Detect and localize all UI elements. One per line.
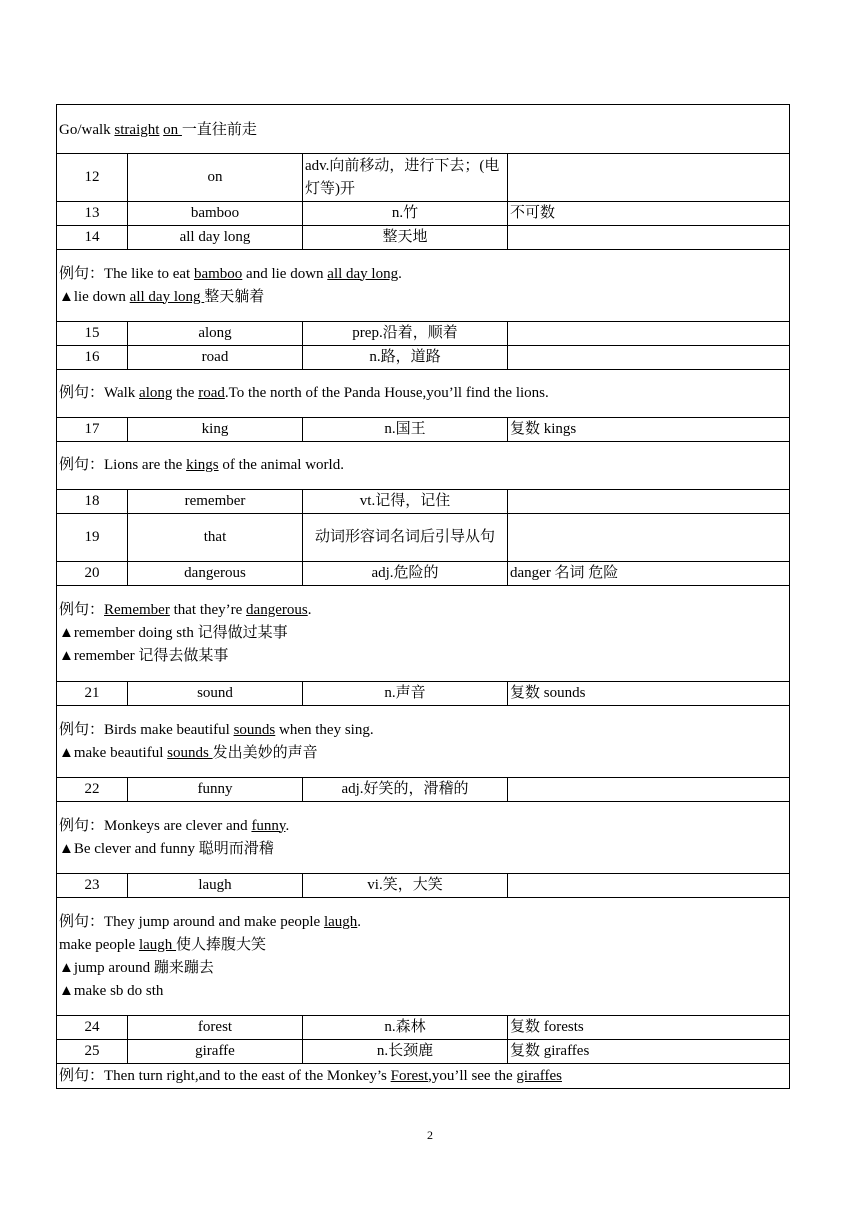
vocab-word-cell: all day long — [128, 226, 303, 250]
example-row — [57, 586, 790, 682]
vocab-row — [57, 322, 790, 346]
example-row — [57, 442, 790, 490]
text-segment: make people — [59, 936, 139, 953]
example-line — [59, 957, 787, 980]
example-line — [59, 911, 787, 934]
vocab-word-cell: road — [128, 346, 303, 370]
vocab-row — [57, 562, 790, 586]
vocab-number-cell: 21 — [57, 682, 128, 706]
example-line — [59, 742, 787, 765]
text-segment: 一直往前走 — [181, 121, 257, 138]
text-segment: ▲jump around 蹦来蹦去 — [59, 959, 214, 976]
vocab-note-cell: 复数 giraffes — [508, 1040, 790, 1064]
vocab-row — [57, 154, 790, 202]
example-line — [59, 599, 787, 622]
underlined-text: funny — [251, 817, 286, 834]
vocab-meaning-cell: n.声音 — [303, 682, 508, 706]
vocab-word-cell: funny — [128, 778, 303, 802]
header-row — [57, 105, 790, 154]
vocab-meaning-cell: 动词形容词名词后引导从句 — [303, 514, 508, 562]
example-line — [59, 622, 787, 645]
example-line — [59, 934, 787, 957]
example-row — [57, 370, 790, 418]
example-line — [59, 454, 787, 477]
vocab-number-cell: 18 — [57, 490, 128, 514]
vocab-meaning-cell: n.路，道路 — [303, 346, 508, 370]
example-cell — [57, 898, 790, 1016]
vocab-meaning-cell: n.长颈鹿 — [303, 1040, 508, 1064]
text-segment: ▲Be clever and funny 聪明而滑稽 — [59, 840, 274, 857]
underlined-text: kings — [186, 457, 219, 473]
text-segment: when they sing. — [275, 721, 374, 738]
vocab-meaning-cell: 整天地 — [303, 226, 508, 250]
text-segment: 例句：Lions are the — [59, 457, 187, 473]
example-row — [57, 802, 790, 874]
example-cell — [57, 442, 790, 490]
text-segment: that they’re — [169, 602, 247, 618]
example-row — [57, 250, 790, 322]
vocab-meaning-cell: prep.沿着，顺着 — [303, 322, 508, 346]
text-segment: of the animal world. — [218, 457, 344, 473]
example-cell — [57, 586, 790, 682]
underlined-text: along — [139, 385, 173, 401]
vocab-note-cell — [508, 874, 790, 898]
text-segment: and lie down — [242, 265, 328, 282]
vocab-meaning-cell: n.竹 — [303, 202, 508, 226]
text-segment: Go/walk — [59, 121, 115, 138]
text-segment: 例句：Then turn right,and to the east of the Monkey’s — [59, 1067, 391, 1084]
vocab-word-cell: forest — [128, 1016, 303, 1040]
example-cell — [57, 250, 790, 322]
underlined-text: laugh — [138, 936, 177, 953]
vocab-meaning-cell: vt.记得，记住 — [303, 490, 508, 514]
vocab-word-cell: giraffe — [128, 1040, 303, 1064]
example-row — [57, 1064, 790, 1089]
text-segment: 使人捧腹大笑 — [176, 936, 267, 953]
vocab-row — [57, 514, 790, 562]
text-segment: . — [307, 602, 312, 618]
example-line — [59, 719, 787, 742]
text-segment: the — [172, 385, 199, 401]
text-segment: . — [357, 913, 362, 930]
text-segment: 发出美妙的声音 — [212, 744, 318, 761]
vocab-row — [57, 874, 790, 898]
vocab-number-cell: 16 — [57, 346, 128, 370]
vocab-word-cell: bamboo — [128, 202, 303, 226]
vocab-note-cell — [508, 226, 790, 250]
vocab-note-cell: danger 名词 危险 — [508, 562, 790, 586]
vocab-note-cell: 复数 sounds — [508, 682, 790, 706]
vocab-row — [57, 1040, 790, 1064]
underlined-text: giraffes — [516, 1067, 562, 1084]
vocab-word-cell: remember — [128, 490, 303, 514]
vocab-number-cell: 12 — [57, 154, 128, 202]
vocab-word-cell: sound — [128, 682, 303, 706]
text-segment: ▲remember doing sth 记得做过某事 — [59, 625, 288, 641]
example-line — [59, 815, 787, 838]
vocab-row — [57, 418, 790, 442]
underlined-text: Forest — [390, 1067, 429, 1084]
underlined-text: all day long — [327, 265, 399, 282]
header-phrase-cell — [57, 105, 790, 154]
underlined-text: straight — [114, 121, 160, 138]
text-segment: . — [398, 265, 402, 282]
example-line — [59, 1065, 787, 1088]
vocab-word-cell: on — [128, 154, 303, 202]
example-line — [59, 838, 787, 861]
underlined-text: road — [198, 385, 225, 401]
vocab-note-cell: 复数 kings — [508, 418, 790, 442]
header-phrase-line — [59, 117, 787, 142]
vocab-note-cell — [508, 490, 790, 514]
vocab-row — [57, 1016, 790, 1040]
vocab-note-cell — [508, 154, 790, 202]
vocab-number-cell: 25 — [57, 1040, 128, 1064]
vocab-meaning-cell: adv.向前移动，进行下去；(电灯等)开 — [303, 154, 508, 202]
vocab-note-cell — [508, 514, 790, 562]
text-segment: ▲lie down — [59, 288, 130, 305]
vocab-number-cell: 15 — [57, 322, 128, 346]
text-segment: ,you’ll see the — [428, 1067, 517, 1084]
vocab-note-cell: 复数 forests — [508, 1016, 790, 1040]
vocab-number-cell: 23 — [57, 874, 128, 898]
vocab-row — [57, 778, 790, 802]
vocab-meaning-cell: n.森林 — [303, 1016, 508, 1040]
example-cell — [57, 1064, 790, 1089]
text-segment: 例句：The like to eat — [59, 265, 194, 282]
vocab-number-cell: 24 — [57, 1016, 128, 1040]
text-segment: 例句：Monkeys are clever and — [59, 817, 252, 834]
example-cell — [57, 706, 790, 778]
text-segment: 整天躺着 — [204, 288, 265, 305]
text-segment: . — [285, 817, 290, 834]
text-segment: 例句： — [59, 602, 105, 618]
vocab-number-cell: 14 — [57, 226, 128, 250]
vocab-row — [57, 490, 790, 514]
underlined-text: bamboo — [193, 265, 243, 282]
vocab-meaning-cell: adj.危险的 — [303, 562, 508, 586]
vocabulary-table-body — [57, 105, 790, 1089]
example-line — [59, 263, 787, 286]
underlined-text: Remember — [104, 602, 170, 618]
vocab-meaning-cell: n.国王 — [303, 418, 508, 442]
underlined-text: all day long — [129, 288, 205, 305]
vocab-row — [57, 226, 790, 250]
text-segment: ▲remember 记得去做某事 — [59, 648, 229, 664]
vocab-note-cell: 不可数 — [508, 202, 790, 226]
vocab-word-cell: laugh — [128, 874, 303, 898]
example-cell — [57, 802, 790, 874]
vocab-number-cell: 17 — [57, 418, 128, 442]
example-row — [57, 898, 790, 1016]
example-line — [59, 645, 787, 668]
vocab-word-cell: king — [128, 418, 303, 442]
vocab-row — [57, 202, 790, 226]
text-segment: .To the north of the Panda House,you’ll find the lions. — [224, 385, 549, 401]
text-segment: ▲make beautiful — [59, 744, 168, 761]
underlined-text: sounds — [167, 744, 213, 761]
example-line — [59, 286, 787, 309]
vocab-word-cell: dangerous — [128, 562, 303, 586]
text-segment: 例句：Walk — [59, 385, 140, 401]
vocab-number-cell: 20 — [57, 562, 128, 586]
vocab-number-cell: 19 — [57, 514, 128, 562]
text-segment: 例句：They jump around and make people — [59, 913, 324, 930]
underlined-text: sounds — [233, 721, 276, 738]
example-row — [57, 706, 790, 778]
vocab-meaning-cell: adj.好笑的，滑稽的 — [303, 778, 508, 802]
vocab-note-cell — [508, 778, 790, 802]
text-segment: ▲make sb do sth — [59, 982, 164, 999]
underlined-text: dangerous — [246, 602, 308, 618]
vocab-note-cell — [508, 346, 790, 370]
vocab-row — [57, 682, 790, 706]
example-cell — [57, 370, 790, 418]
vocab-note-cell — [508, 322, 790, 346]
vocab-number-cell: 22 — [57, 778, 128, 802]
vocab-meaning-cell: vi.笑，大笑 — [303, 874, 508, 898]
vocab-number-cell: 13 — [57, 202, 128, 226]
example-line — [59, 382, 787, 405]
underlined-text: on — [163, 121, 182, 138]
vocab-word-cell: along — [128, 322, 303, 346]
vocabulary-table — [56, 104, 790, 1089]
underlined-text: laugh — [323, 913, 358, 930]
vocab-word-cell: that — [128, 514, 303, 562]
page-number: 2 — [427, 1128, 433, 1142]
text-segment: 例句：Birds make beautiful — [59, 721, 234, 738]
example-line — [59, 980, 787, 1003]
vocab-row — [57, 346, 790, 370]
